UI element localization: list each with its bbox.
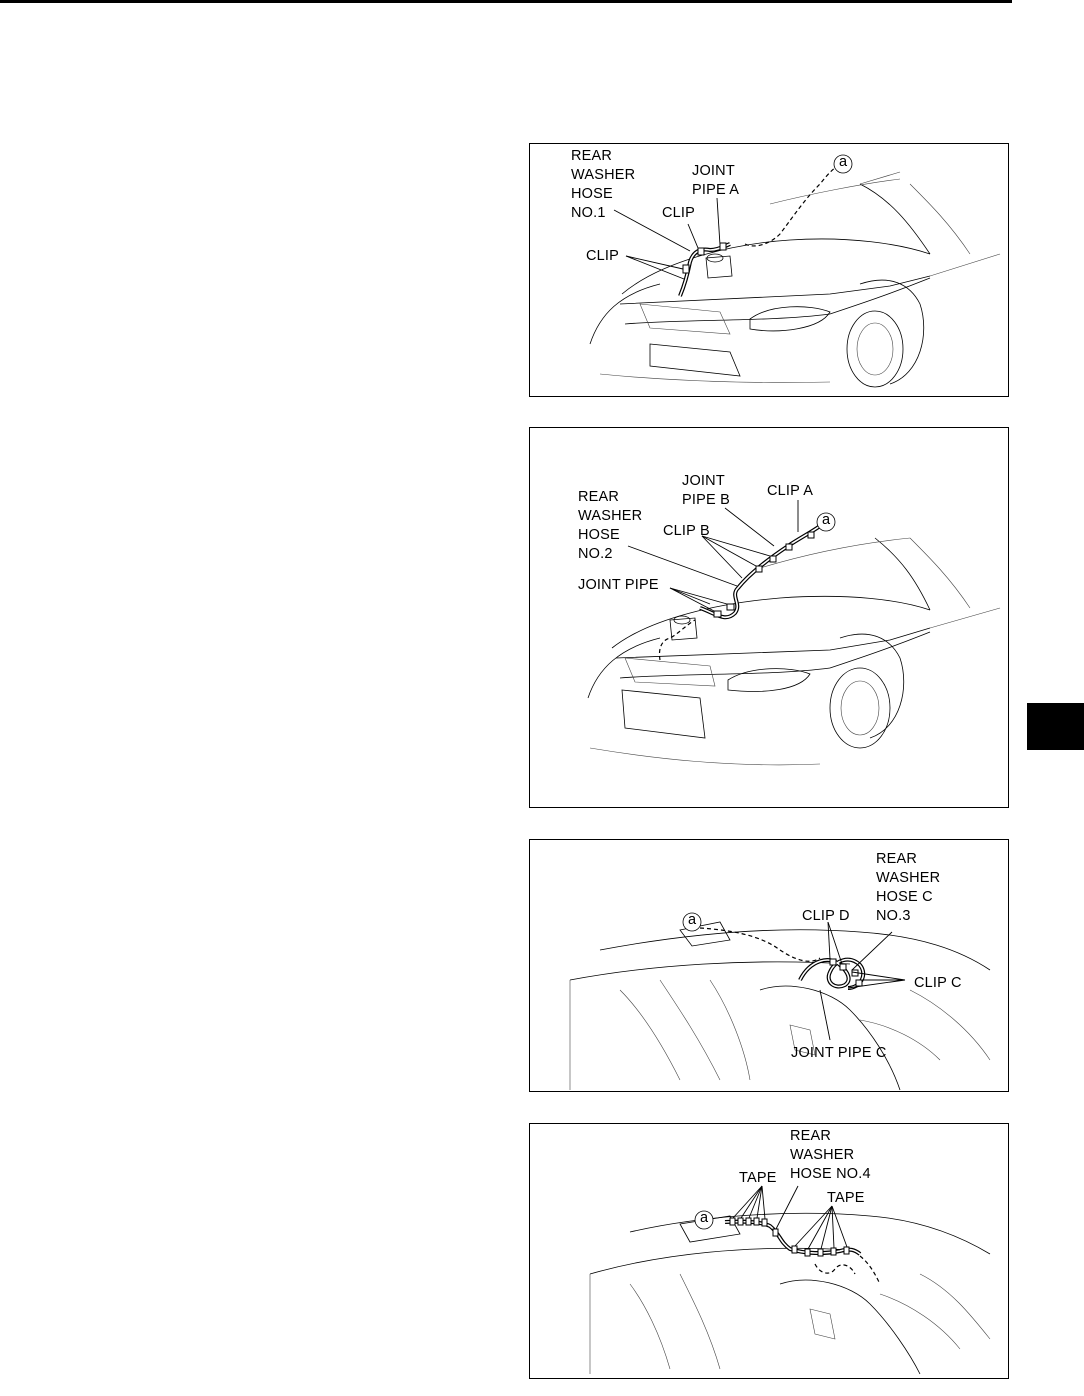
figure-rear-washer-hose-no2 xyxy=(529,427,1009,808)
callout-tape-right: TAPE xyxy=(827,1190,865,1206)
callout-clip-a: CLIP A xyxy=(767,483,814,499)
section-tab xyxy=(1027,703,1084,750)
top-rule xyxy=(0,0,1012,3)
callout-clip-b: CLIP B xyxy=(663,523,710,539)
marker-a: a xyxy=(822,512,831,528)
callout-clip-d: CLIP D xyxy=(802,908,850,924)
marker-a: a xyxy=(688,912,697,928)
figure-rear-washer-hose-no3 xyxy=(529,839,1009,1092)
callout-rear-washer-hose-no3: REAR WASHER HOSE C NO.3 xyxy=(876,851,941,924)
callout-rear-washer-hose-no2: REAR WASHER HOSE NO.2 xyxy=(578,489,643,562)
marker-a: a xyxy=(839,154,848,170)
callout-joint-pipe-a: JOINT PIPE A xyxy=(692,163,740,198)
callout-tape-left: TAPE xyxy=(739,1170,777,1186)
callout-joint-pipe: JOINT PIPE xyxy=(578,577,659,593)
callout-clip-c: CLIP C xyxy=(914,975,962,991)
callout-joint-pipe-b: JOINT PIPE B xyxy=(682,473,730,508)
figure-rear-washer-hose-no1 xyxy=(529,143,1009,397)
callout-rear-washer-hose-no1: REAR WASHER HOSE NO.1 xyxy=(571,148,636,221)
marker-a: a xyxy=(700,1210,709,1226)
figure-rear-washer-hose-no4 xyxy=(529,1123,1009,1379)
callout-joint-pipe-c: JOINT PIPE C xyxy=(791,1045,887,1061)
callout-rear-washer-hose-no4: REAR WASHER HOSE NO.4 xyxy=(790,1128,871,1182)
callout-clip-lower: CLIP xyxy=(586,248,620,264)
roof-rear-illustration-4 xyxy=(530,1124,1009,1379)
callout-clip-upper: CLIP xyxy=(662,205,696,221)
